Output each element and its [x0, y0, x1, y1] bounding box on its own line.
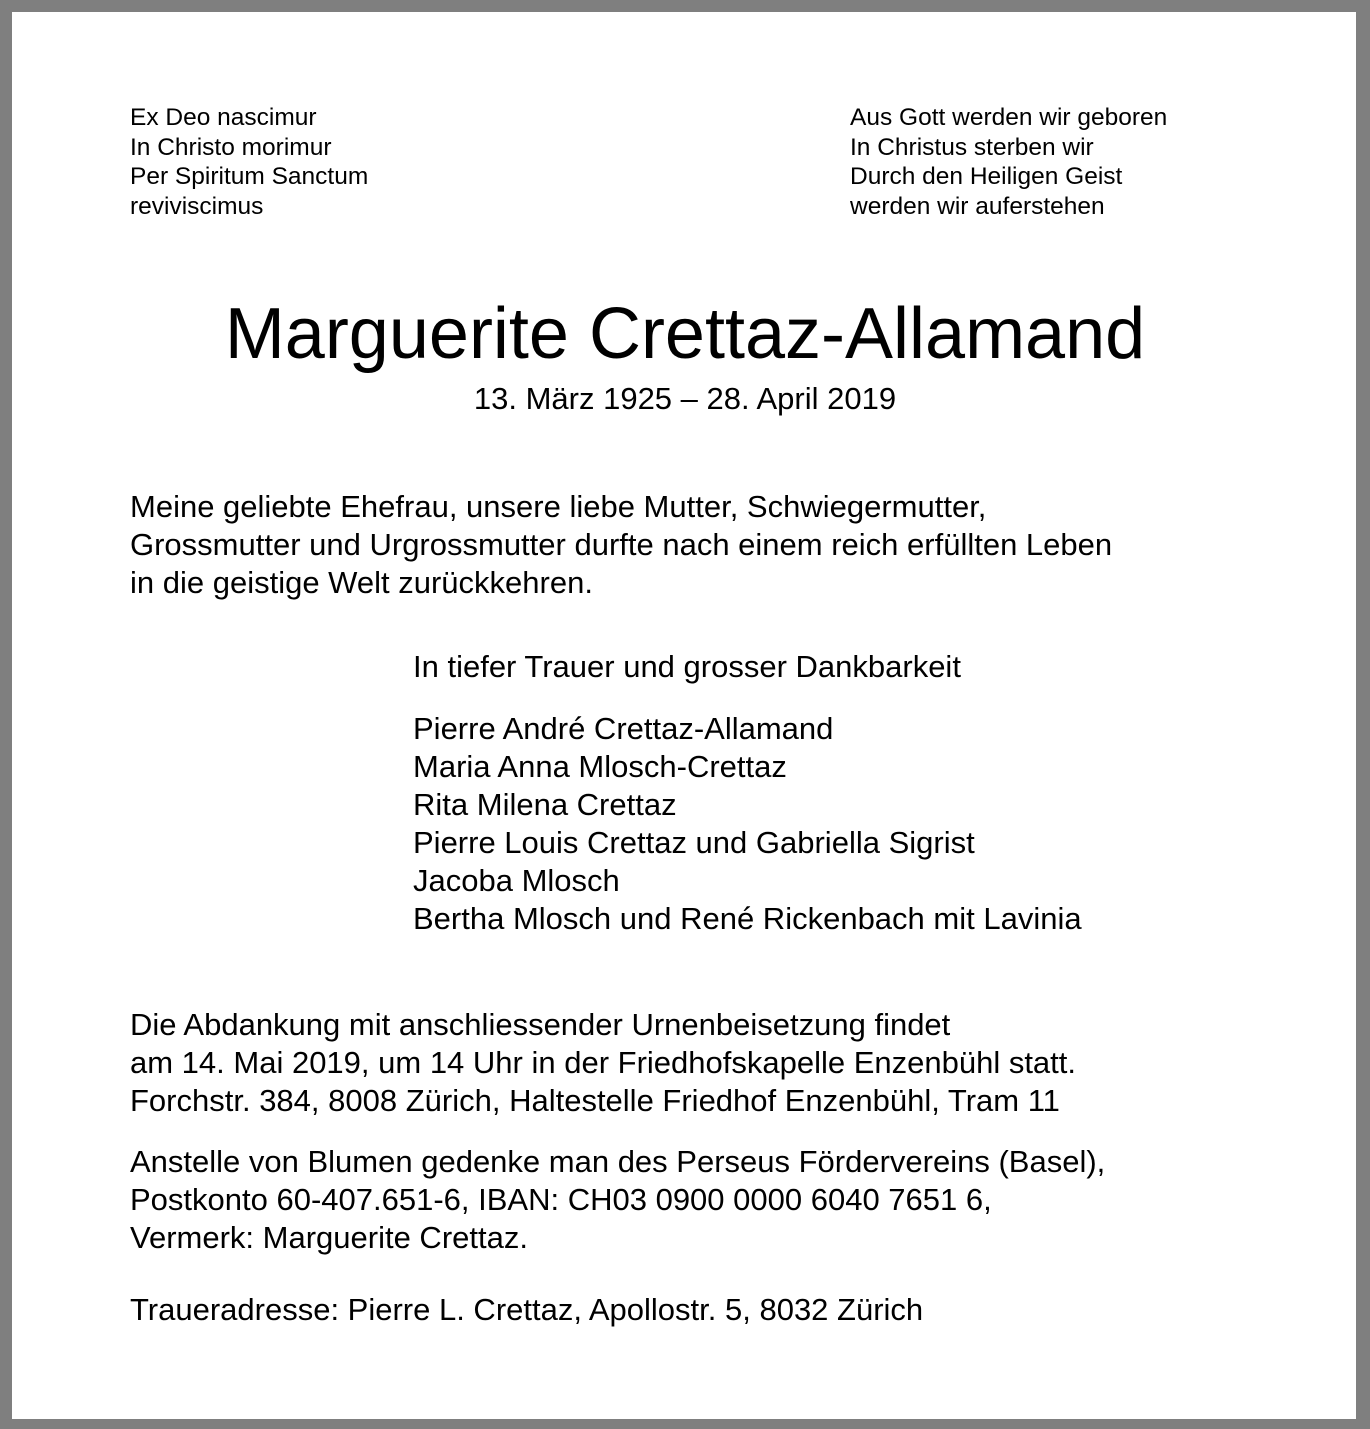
german-verse-line: In Christus sterben wir [850, 133, 1094, 161]
mourner-name: Bertha Mlosch und René Rickenbach mit Lavinia [413, 901, 1082, 936]
latin-verse-line: Per Spiritum Sanctum [130, 163, 369, 190]
page-border-right [1356, 0, 1370, 1429]
page-border-top [0, 0, 1370, 12]
latin-verse-line: In Christo morimur [130, 133, 332, 161]
mourner-name: Rita Milena Crettaz [413, 787, 677, 822]
ceremony-line: Forchstr. 384, 8008 Zürich, Haltestelle Friedhof Enzenbühl, Tram 11 [130, 1083, 1060, 1118]
intro-line: Grossmutter und Urgrossmutter durfte nach einem reich erfüllten Leben [130, 527, 1113, 562]
mourner-name: Maria Anna Mlosch-Crettaz [413, 749, 787, 784]
page-border-left [0, 0, 12, 1429]
german-verse [850, 103, 1167, 221]
mourning-greeting: In tiefer Trauer und grosser Dankbarkeit [413, 649, 961, 684]
latin-verse-line: reviviscimus [130, 192, 264, 220]
donation-line: Anstelle von Blumen gedenke man des Perseus Fördervereins (Basel), [130, 1144, 1106, 1179]
ceremony-line: Die Abdankung mit anschliessender Urnenbeisetzung findet [130, 1007, 951, 1042]
mourner-name: Jacoba Mlosch [413, 863, 620, 898]
deceased-name: Marguerite Crettaz-Allamand [224, 294, 1146, 374]
donation-line: Postkonto 60-407.651-6, IBAN: CH03 0900 0000 6040 7651 6, [130, 1182, 992, 1217]
ceremony-info [130, 1006, 1076, 1120]
page-border-bottom [0, 1419, 1370, 1429]
mourning-address: Traueradresse: Pierre L. Crettaz, Apollostr. 5, 8032 Zürich [130, 1292, 924, 1327]
mourner-name: Pierre Louis Crettaz und Gabriella Sigrist [413, 825, 975, 860]
german-verse-line: Aus Gott werden wir geboren [850, 104, 1168, 131]
intro-line: in die geistige Welt zurückkehren. [130, 565, 593, 600]
donation-line: Vermerk: Marguerite Crettaz. [130, 1220, 528, 1255]
mourner-name: Pierre André Crettaz-Allamand [413, 711, 834, 746]
latin-verse [130, 103, 368, 221]
donation-info [130, 1143, 1105, 1257]
latin-verse-line: Ex Deo nascimur [130, 104, 317, 131]
ceremony-line: am 14. Mai 2019, um 14 Uhr in der Friedhofskapelle Enzenbühl statt. [130, 1045, 1077, 1080]
intro-paragraph [130, 488, 1112, 602]
german-verse-line: Durch den Heiligen Geist [850, 163, 1123, 190]
intro-line: Meine geliebte Ehefrau, unsere liebe Mutter, Schwiegermutter, [130, 489, 987, 524]
german-verse-line: werden wir auferstehen [850, 192, 1105, 220]
life-dates: 13. März 1925 – 28. April 2019 [473, 381, 897, 416]
mourners-list [413, 710, 1082, 938]
